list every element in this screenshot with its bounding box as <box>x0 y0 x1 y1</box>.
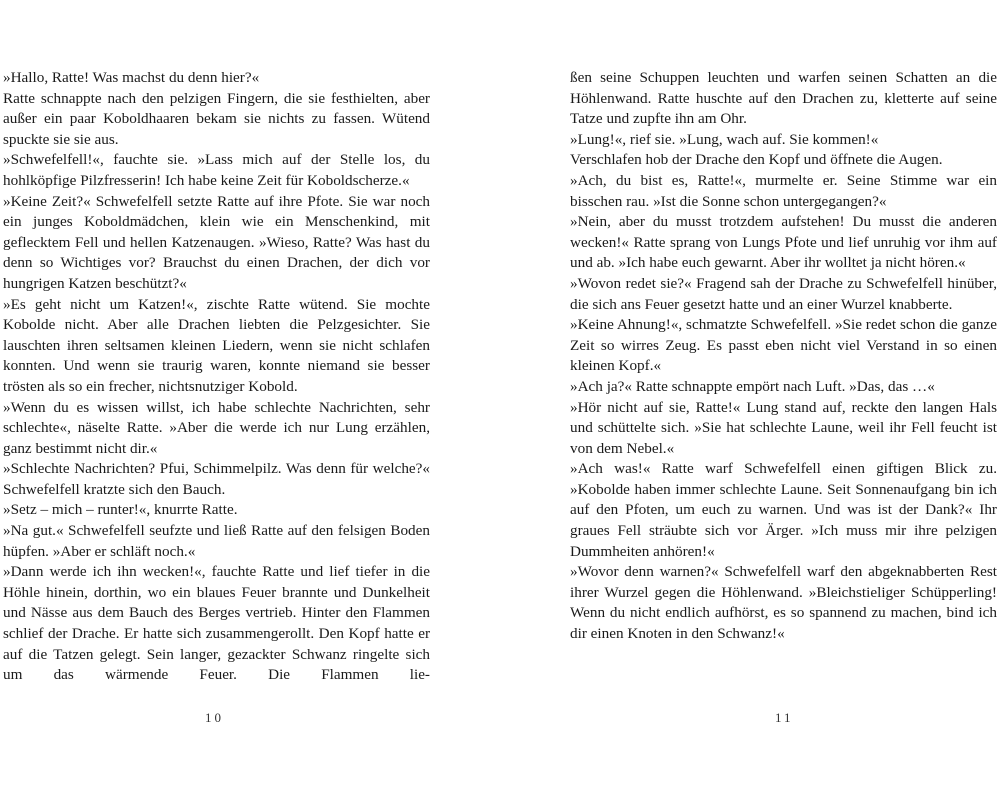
paragraph: Ratte schnappte nach den pelzigen Fingern, die sie festhielten, aber außer ein paar Koboldhaaren bekam sie nichts zu fassen. Wütend spuckte sie sie aus. <box>3 89 430 148</box>
paragraph: »Wovor denn warnen?« Schwefelfell warf den abgeknabberten Rest ihrer Wurzel gegen die Höhlenwand. »Bleichstieliger Schüpperling! Wenn du nicht endlich aufhörst, es so spannend zu machen, bind ich dir einen Knoten in den Schwanz!« <box>570 563 997 643</box>
paragraph: »Lung!«, rief sie. »Lung, wach auf. Sie kommen!« <box>570 130 879 148</box>
paragraph: »Hallo, Ratte! Was machst du denn hier?« <box>3 69 260 86</box>
paragraph: »Keine Ahnung!«, schmatzte Schwefelfell. »Sie redet schon die ganze Zeit so wirres Zeug. Es passt eben nicht viel Verstand in so einen kleinen Kopf.« <box>570 316 997 375</box>
right-page <box>570 68 997 645</box>
paragraph: »Keine Zeit?« Schwefelfell setzte Ratte auf ihre Pfote. Sie war noch ein junges Koboldmädchen, klein wie ein Menschenkind, mit geflecktem Fell und hellen Katzenaugen. »Wieso, Ratte? Was hast du denn so Wichtiges vor? Brauchst du einen Drachen, der dich vor hungrigen Katzen beschützt?« <box>3 192 430 292</box>
paragraph: »Nein, aber du musst trotzdem aufstehen! Du musst die anderen wecken!« Ratte sprang von Lungs Pfote und lief unruhig vor ihm auf und ab. »Ich habe euch gewarnt. Aber ihr wolltet ja nicht hören.« <box>570 213 997 272</box>
paragraph: »Setz – mich – runter!«, knurrte Ratte. <box>3 501 238 519</box>
page-number-left: 10 <box>205 710 224 725</box>
paragraph: »Dann werde ich ihn wecken!«, fauchte Ratte und lief tiefer in die Höhle hinein, dorthin, wo ein blaues Feuer brannte und Dunkelheit und Nässe aus dem Bauch des Berges vertrieb. Hinter den Flammen schlief der Drache. Er hatte sich zusammengerollt. Den Kopf hatte er auf die Tatzen gelegt. Sein langer, gezackter Schwanz ringelte sich um das wärmende Feuer. Die Flammen lie- <box>3 563 430 684</box>
paragraph: ßen seine Schuppen leuchten und warfen seinen Schatten an die Höhlenwand. Ratte huschte auf den Drachen zu, kletterte auf seine Tatze und zupfte ihn am Ohr. <box>570 69 997 128</box>
paragraph: »Es geht nicht um Katzen!«, zischte Ratte wütend. Sie mochte Kobolde nicht. Aber alle Drachen liebten die Pelzgesichter. Sie lauschten ihren seltsamen kleinen Liedern, wenn sie nicht schlafen konnten. Und wenn sie traurig waren, konnte niemand sie besser trösten als so ein frecher, nichtsnutziger Kobold. <box>3 295 430 395</box>
page-number-right: 11 <box>775 710 794 725</box>
paragraph: »Ach, du bist es, Ratte!«, murmelte er. Seine Stimme war ein bisschen rau. »Ist die Sonne schon untergegangen?« <box>570 171 997 210</box>
paragraph: »Schwefelfell!«, fauchte sie. »Lass mich auf der Stelle los, du hohlköpfige Pilzfresserin! Ich habe keine Zeit für Koboldscherze.« <box>3 151 430 189</box>
paragraph: »Ach ja?« Ratte schnappte empört nach Luft. »Das, das …« <box>570 377 935 395</box>
paragraph: »Schlechte Nachrichten? Pfui, Schimmelpilz. Was denn für welche?« Schwefelfell kratzte sich den Bauch. <box>3 460 430 498</box>
paragraph: »Wovon redet sie?« Fragend sah der Drache zu Schwefelfell hinüber, die sich ans Feuer gesetzt hatte und an einer Wurzel knabberte. <box>570 274 997 313</box>
left-page <box>3 68 430 686</box>
paragraph: »Na gut.« Schwefelfell seufzte und ließ Ratte auf den felsigen Boden hüpfen. »Aber er schläft noch.« <box>3 522 430 560</box>
paragraph: Verschlafen hob der Drache den Kopf und öffnete die Augen. <box>570 151 943 169</box>
paragraph: »Wenn du es wissen willst, ich habe schlechte Nachrichten, sehr schlechte«, näselte Ratte. »Aber die werde ich nur Lung erzählen, ganz bestimmt nicht dir.« <box>3 398 430 457</box>
paragraph: »Ach was!« Ratte warf Schwefelfell einen giftigen Blick zu. »Kobolde haben immer schlechte Laune. Seit Sonnenaufgang bin ich auf den Pfoten, um euch zu warnen. Und was ist der Dank?« Ihr graues Fell sträubte sich vor Ärger. »Ich muss mir ihre pelzigen Dummheiten anhören!« <box>570 460 997 560</box>
paragraph: »Hör nicht auf sie, Ratte!« Lung stand auf, reckte den langen Hals und schüttelte sich. »Sie hat schlechte Laune, weil ihr Fell feucht ist von dem Nebel.« <box>570 398 997 457</box>
